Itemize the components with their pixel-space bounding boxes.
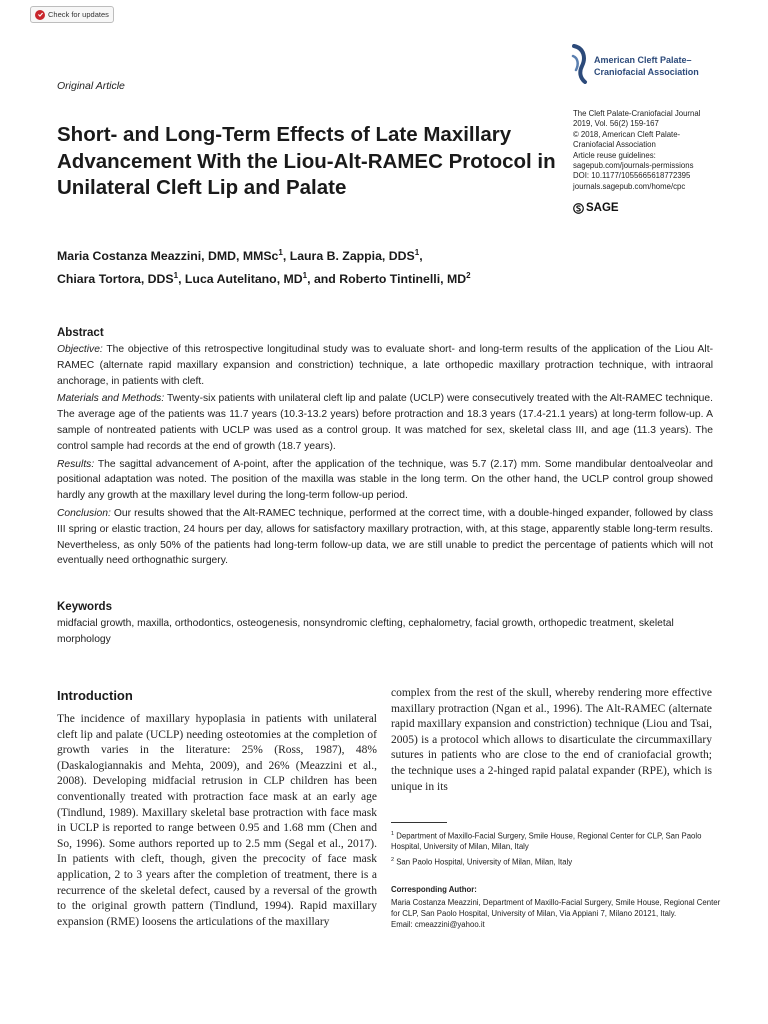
author-affiliation: 1	[414, 248, 420, 257]
author-name: Laura B. Zappia, DDS	[289, 249, 415, 264]
article-type: Original Article	[57, 80, 125, 92]
author-separator: , and	[307, 272, 340, 287]
journal-home-link[interactable]: journals.sagepub.com/home/cpc	[573, 181, 686, 191]
corresponding-heading: Corresponding Author:	[391, 885, 477, 894]
abstract-objective	[57, 342, 713, 389]
association-mark-icon	[570, 44, 588, 84]
association-name-line2: Craniofacial Association	[594, 67, 699, 77]
methods-label: Materials and Methods:	[57, 393, 165, 405]
journal-volume: 2019, Vol. 56(2) 159-167	[573, 119, 659, 129]
author-list	[57, 243, 617, 289]
footnote-text: Department of Maxillo-Facial Surgery, Smile House, Regional Center for CLP, San Paolo Hospital, University of Milan, Milan, Italy	[391, 831, 702, 852]
author-affiliation: 1	[278, 248, 283, 257]
footnote-number: 1	[391, 831, 395, 837]
results-text: The sagittal advancement of A-point, after the application of the technique, was 5.7 (2.17) mm. Some mandibular dentoalveolar and positional adaptation was noted. The position of the maxilla was stable in the long term. On the other hand, the UCLP control group showed hardly any growth at the maxillary level during the long-term follow-up period.	[57, 458, 713, 502]
conclusion-label: Conclusion:	[57, 507, 111, 519]
results-label: Results:	[57, 458, 95, 470]
association-name-line1: American Cleft Palate–	[594, 55, 692, 65]
sage-logo	[573, 202, 619, 214]
abstract-methods	[57, 391, 713, 454]
keywords-section	[57, 601, 713, 648]
author-affiliation: 1	[302, 271, 308, 281]
footnote-divider	[391, 822, 447, 823]
keywords-text: midfacial growth, maxilla, orthodontics, osteogenesis, nonsyndromic clefting, cephalometry, facial growth, orthopedic treatment, skeletal morphology	[57, 618, 674, 645]
footnote	[391, 855, 721, 868]
objective-label: Objective:	[57, 344, 103, 355]
keywords-heading: Keywords	[57, 601, 112, 613]
copyright-line2: Craniofacial Association	[573, 140, 656, 150]
article-title: Short- and Long-Term Effects of Late Maxillary Advancement With the Liou-Alt-RAMEC Protocol in Unilateral Cleft Lip and Palate	[57, 123, 556, 199]
author-name: Chiara Tortora, DDS	[57, 272, 174, 287]
footnote-text: San Paolo Hospital, University of Milan, Milan, Italy	[396, 857, 573, 867]
corresponding-email[interactable]: Email: cmeazzini@yahoo.it	[391, 920, 485, 929]
footnote-number: 2	[391, 856, 395, 863]
conclusion-text: Our results showed that the Alt-RAMEC technique, performed at the correct time, with a double-hinged expander, followed by class III spring or elastic traction, 24 hours per day, allows for satisfactory maxillary protraction, with, at this stage, apparently stable long-term results. Nevertheless, as only 50% of the patients had long-term follow-up data, we are still unable to predict the percentage of patients which will not eventually need orthognathic surgery.	[57, 507, 713, 567]
methods-text: Twenty-six patients with unilateral cleft lip and palate (UCLP) were consecutively treated with the Alt-RAMEC technique. The average age of the patients was 11.7 years (10.3-13.2 years) before protraction and 18.3 years (17.4-21.1 years) at long-term follow-up. A sample of nontreated patients with UCLP was used as a control group. It was matched for sex, skeletal class III, and age (11.3 years). The control sample had records at the end of growth (18.7 years).	[57, 393, 713, 452]
author-separator: ,	[419, 249, 423, 264]
copyright-line1: © 2018, American Cleft Palate-	[573, 129, 681, 139]
check-for-updates-button[interactable]	[30, 6, 114, 23]
objective-text: The objective of this retrospective longitudinal study was to evaluate short- and long-term results of the application of the Liou Alt-RAMEC (alternate rapid maxillary expansion and constriction) technique, a late orthopedic maxillary protraction technique, with intraoral anchorage, in patients with cleft.	[57, 344, 713, 387]
reuse-label: Article reuse guidelines:	[573, 150, 656, 160]
corresponding-author	[391, 884, 721, 930]
author-name: Luca Autelitano, MD	[184, 272, 303, 287]
author-affiliation: 1	[173, 271, 179, 281]
check-updates-label: Check for updates	[48, 10, 109, 19]
author-name: Roberto Tintinelli, MD	[339, 272, 467, 287]
author-name: Maria Costanza Meazzini, DMD, MMSc	[57, 249, 279, 264]
check-updates-icon	[35, 10, 45, 20]
doi-link[interactable]: DOI: 10.1177/1055665618772395	[573, 171, 691, 181]
journal-info	[573, 109, 763, 192]
introduction-right-column: complex from the rest of the skull, whereby rendering more effective maxillary protraction (Ngan et al., 1996). The Alt-RAMEC (alternate rapid maxillary expansion and constriction) technique (Liou and Tsai, 2005) is a protocol which allows to disarticulate the circummaxillary sutures in patients who are close to the end of craniofacial growth; the technique uses a 2-hinged rapid palatal expander (RPE), which is unique in its	[391, 687, 712, 793]
permissions-link[interactable]: sagepub.com/journals-permissions	[573, 161, 694, 171]
introduction-left-column: The incidence of maxillary hypoplasia in patients with unilateral cleft lip and palate (UCLP) needing osteotomies at the completion of growth varies in the literature: 25% (Ross, 1987), 48% (Daskalogiannakis and Mehta, 2009), and 26% (Meazzini et al., 2008). Developing midfacial retrusion in CLP children has been conventionally treated with protraction face mask at an early age (Tindlund, 1989). Maxillary skeletal base protraction with face mask in UCLP is reported to range between 0.95 and 1.68 mm (Chen and So, 1996). Some authors reported up to 2.5 mm (Segal et al., 2017). In patients with cleft, though, given the precocity of face mask application, 2 to 3 years after the completion of treatment, there is a recurrence of the skeletal defect, caused by a reversal of the growth to the original growth pattern (Tindlund, 1994). Rapid maxillary expansion (RME) loosens the articulations of the maxillary	[57, 713, 377, 928]
abstract-section	[57, 327, 713, 571]
author-affiliation: 2	[466, 271, 471, 281]
footnote	[391, 829, 721, 853]
abstract-heading: Abstract	[57, 327, 104, 339]
corresponding-text: Maria Costanza Meazzini, Department of Maxillo-Facial Surgery, Smile House, Regional Center for CLP, San Paolo Hospital, University of Milan, Via Appiani 7, Milano 20121, Italy.	[391, 898, 721, 918]
author-separator: ,	[178, 272, 185, 287]
introduction-heading: Introduction	[57, 688, 133, 703]
affiliation-footnotes	[391, 829, 721, 870]
abstract-results	[57, 457, 713, 504]
sage-mark-icon	[573, 203, 584, 214]
author-separator: ,	[282, 249, 290, 264]
abstract-conclusion	[57, 506, 713, 569]
journal-name: The Cleft Palate-Craniofacial Journal	[573, 109, 701, 118]
publisher-name: SAGE	[586, 202, 619, 214]
association-logo	[570, 44, 699, 84]
